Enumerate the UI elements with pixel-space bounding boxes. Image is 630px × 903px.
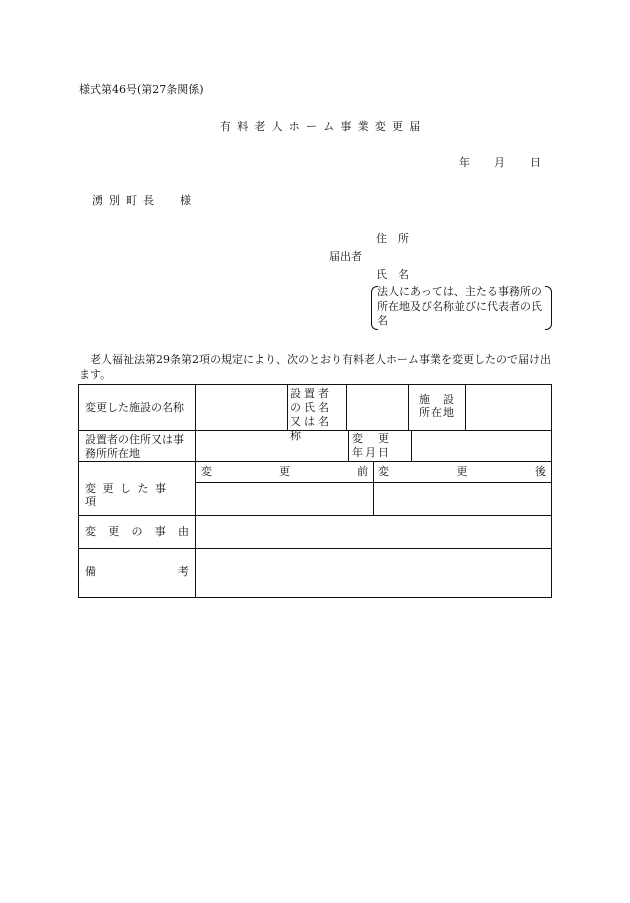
notifier-label: 届出者 (329, 250, 362, 263)
change-date-label: 変 更 年月日 (352, 432, 404, 459)
after-header: 変 更 後 (378, 465, 546, 478)
addressee-suffix: 様 (180, 194, 191, 207)
change-form-table (78, 384, 552, 598)
reason-label: 変 更 の 事 由 (85, 525, 189, 538)
body-text: 老人福祉法第29条第2項の規定により、次のとおり有料老人ホーム事業を変更したので届け出ます。 (79, 353, 551, 381)
address-label: 住 所 (376, 232, 409, 245)
corporate-note: 法人にあっては、主たる事務所の所在地及び名称並びに代表者の氏名 (377, 285, 542, 327)
remarks-label: 備 考 (85, 565, 189, 578)
facility-name-label: 変更した施設の名称 (85, 401, 184, 414)
before-header: 変 更 前 (201, 465, 368, 478)
founder-address-label: 設置者の住所又は事務所所在地 (85, 433, 184, 460)
founder-name-label: 設置者の氏名又は名称 (290, 387, 332, 442)
changed-items-label: 変更した事項 (85, 482, 173, 508)
date-day-label: 日 (530, 156, 541, 169)
form-number: 様式第46号(第27条関係) (79, 83, 204, 96)
addressee: 湧別町長 (92, 194, 160, 207)
date-month-label: 月 (494, 156, 505, 169)
document-title: 有料老人ホーム事業変更届 (220, 120, 427, 133)
date-year-label: 年 (459, 156, 470, 169)
name-label: 氏 名 (376, 268, 409, 281)
facility-location-label: 施 設所在地 (419, 393, 455, 419)
